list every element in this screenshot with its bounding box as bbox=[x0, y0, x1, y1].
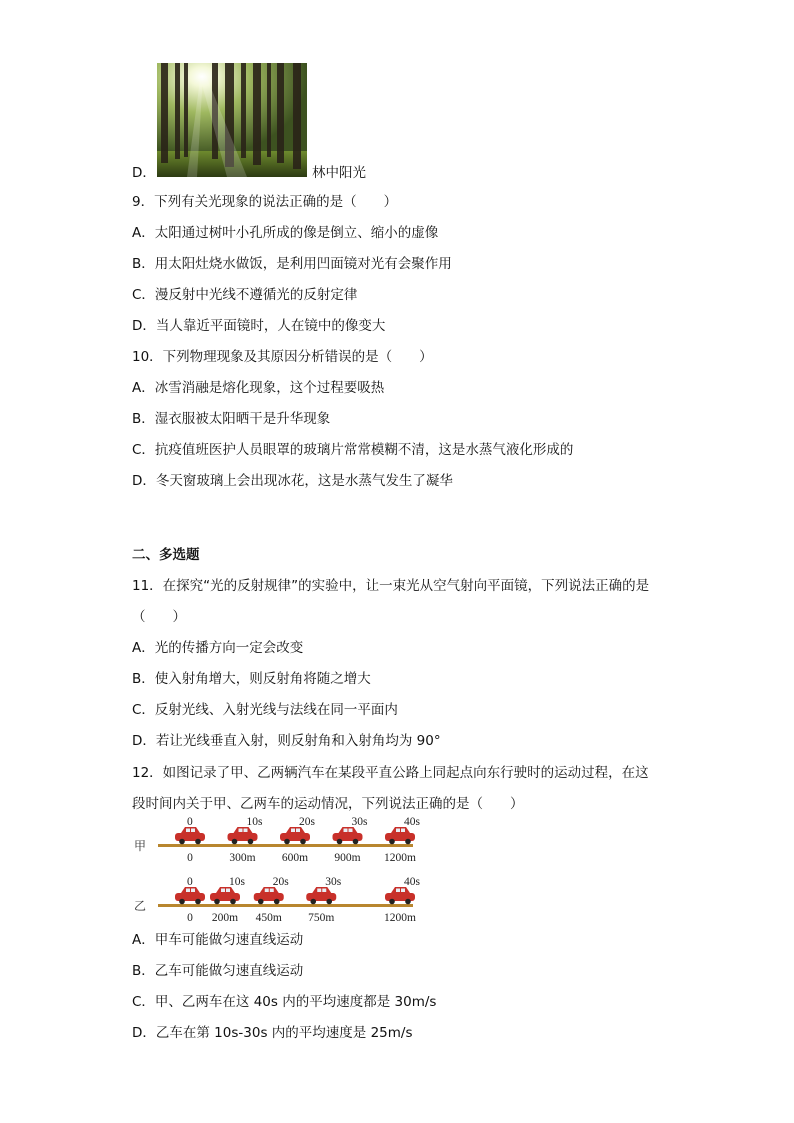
time-label: 30s bbox=[325, 876, 342, 888]
time-label: 10s bbox=[246, 816, 263, 828]
car-icon bbox=[175, 887, 205, 904]
time-label: 20s bbox=[272, 876, 289, 888]
time-label: 40s bbox=[404, 876, 420, 888]
distance-label: 900m bbox=[334, 852, 361, 864]
car-icon bbox=[280, 827, 310, 844]
car-icon bbox=[175, 827, 205, 844]
car-icon bbox=[385, 887, 415, 904]
q11-stem-line1: 11．在探究“光的反射规律”的实验中，让一束光从空气射向平面镜，下列说法正确的是 bbox=[132, 578, 650, 594]
time-label: 40s bbox=[404, 816, 420, 828]
q12-option-b: B．乙车可能做匀速直线运动 bbox=[132, 963, 304, 979]
q12-option-c: C．甲、乙两车在这 40s 内的平均速度都是 30m/s bbox=[132, 994, 437, 1010]
road-line bbox=[158, 904, 413, 907]
q12-option-d: D．乙车在第 10s-30s 内的平均速度是 25m/s bbox=[132, 1025, 413, 1041]
time-label: 30s bbox=[351, 816, 368, 828]
q12-stem-line1: 12．如图记录了甲、乙两辆汽车在某段平直公路上同起点向东行驶时的运动过程，在这 bbox=[132, 765, 649, 781]
distance-label: 750m bbox=[308, 912, 335, 924]
q11-option-b: B．使入射角增大，则反射角将随之增大 bbox=[132, 671, 371, 687]
section-heading-multiple-choice: 二、多选题 bbox=[132, 547, 200, 563]
q10-option-b: B．湿衣服被太阳晒干是升华现象 bbox=[132, 411, 331, 427]
car-motion-figure bbox=[130, 815, 430, 929]
distance-label: 1200m bbox=[384, 912, 416, 924]
option-d-label: D． bbox=[132, 165, 156, 181]
q9-option-d: D．当人靠近平面镜时，人在镜中的像变大 bbox=[132, 318, 386, 334]
q10-option-a: A．冰雪消融是熔化现象，这个过程要吸热 bbox=[132, 380, 385, 396]
distance-label: 300m bbox=[229, 852, 256, 864]
q11-stem-line2: （ ） bbox=[132, 609, 186, 625]
q9-option-b: B．用太阳灶烧水做饭，是利用凹面镜对光有会聚作用 bbox=[132, 256, 452, 272]
distance-label: 0 bbox=[187, 912, 193, 924]
q10-option-c: C．抗疫值班医护人员眼罩的玻璃片常常模糊不清，这是水蒸气液化形成的 bbox=[132, 442, 574, 458]
car-icon bbox=[210, 887, 240, 904]
time-label: 10s bbox=[229, 876, 245, 888]
car-icon bbox=[333, 827, 363, 844]
forest-sunlight-photo bbox=[157, 63, 307, 177]
row-label: 甲 bbox=[134, 839, 147, 853]
q9-option-a: A．太阳通过树叶小孔所成的像是倒立、缩小的虚像 bbox=[132, 225, 439, 241]
q11-option-a: A．光的传播方向一定会改变 bbox=[132, 640, 304, 656]
car-icon bbox=[306, 887, 336, 904]
q12-option-a: A．甲车可能做匀速直线运动 bbox=[132, 932, 304, 948]
q11-option-d: D．若让光线垂直入射，则反射角和入射角均为 90° bbox=[132, 733, 441, 749]
q10-option-d: D．冬天窗玻璃上会出现冰花，这是水蒸气发生了凝华 bbox=[132, 473, 453, 489]
distance-label: 1200m bbox=[384, 852, 416, 864]
road-line bbox=[158, 844, 413, 847]
car-motion-diagram bbox=[130, 815, 430, 925]
q9-option-c: C．漫反射中光线不遵循光的反射定律 bbox=[132, 287, 358, 303]
q12-stem-line2: 段时间内关于甲、乙两车的运动情况，下列说法正确的是（ ） bbox=[132, 796, 524, 812]
row-label: 乙 bbox=[134, 899, 147, 913]
q10-stem: 10．下列物理现象及其原因分析错误的是（ ） bbox=[132, 349, 433, 365]
q11-option-c: C．反射光线、入射光线与法线在同一平面内 bbox=[132, 702, 398, 718]
distance-label: 600m bbox=[281, 852, 309, 864]
time-label: 20s bbox=[299, 816, 315, 828]
q9-stem: 9．下列有关光现象的说法正确的是（ ） bbox=[132, 194, 398, 210]
car-icon bbox=[254, 887, 284, 904]
time-label: 0 bbox=[187, 816, 193, 828]
distance-label: 0 bbox=[187, 852, 193, 864]
time-label: 0 bbox=[187, 876, 193, 888]
option-d-caption: 林中阳光 bbox=[312, 165, 366, 181]
car-icon bbox=[385, 827, 415, 844]
distance-label: 450m bbox=[255, 912, 282, 924]
car-icon bbox=[228, 827, 258, 844]
distance-label: 200m bbox=[211, 912, 239, 924]
